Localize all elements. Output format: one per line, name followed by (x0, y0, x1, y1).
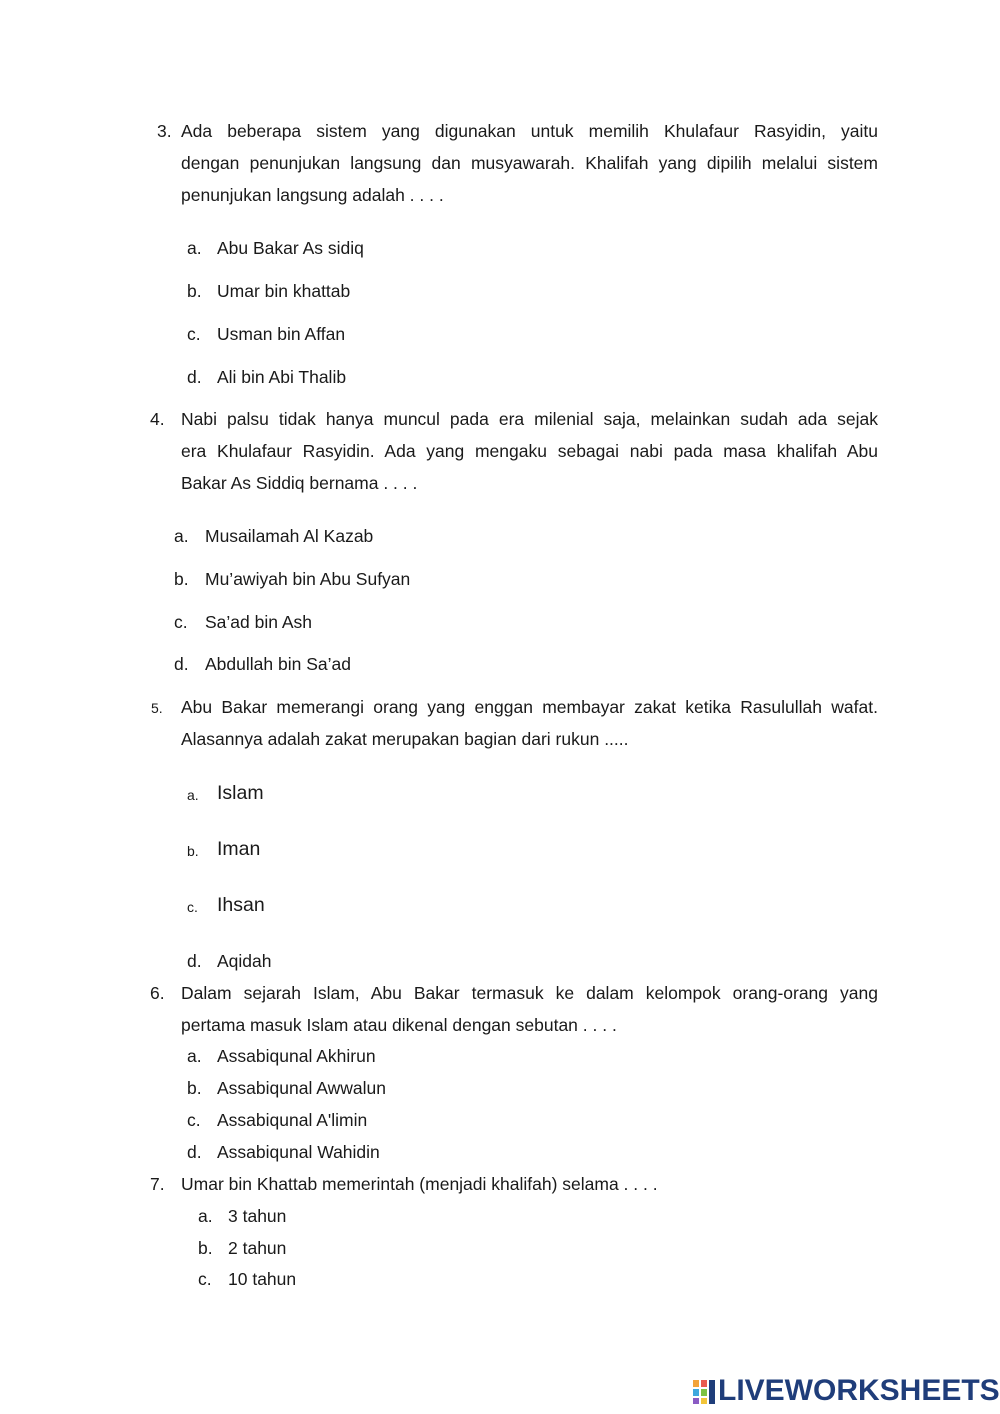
question-text-line: Umar bin Khattab memerintah (menjadi khalifah) selama . . . . (181, 1174, 658, 1194)
question-text-line: dengan penunjukan langsung dan musyawarah. Khalifah yang dipilih melalui sistem (181, 153, 878, 173)
option-text[interactable]: 2 tahun (228, 1238, 287, 1258)
liveworksheets-logo-icon (692, 1379, 716, 1405)
option-letter: b. (198, 1238, 213, 1258)
option-text[interactable]: Sa’ad bin Ash (205, 612, 313, 632)
question-number: 7. (150, 1174, 165, 1194)
option-letter: c. (198, 1269, 212, 1289)
question-text-line: penunjukan langsung adalah . . . . (181, 185, 444, 205)
option-text[interactable]: Mu’awiyah bin Abu Sufyan (205, 569, 411, 589)
option-letter: b. (187, 1078, 202, 1098)
question-text-line: Nabi palsu tidak hanya muncul pada era milenial saja, melainkan sudah ada sejak (181, 409, 878, 429)
option-letter: a. (187, 238, 202, 258)
option-text[interactable]: Islam (217, 782, 264, 804)
question-text-line: Bakar As Siddiq bernama . . . . (181, 473, 418, 493)
question-text-line: Dalam sejarah Islam, Abu Bakar termasuk ke dalam kelompok orang-orang yang (181, 983, 878, 1003)
option-text[interactable]: Assabiqunal Akhirun (217, 1046, 376, 1066)
option-letter: c. (187, 324, 201, 344)
option-text[interactable]: Aqidah (217, 951, 272, 971)
option-letter: d. (174, 654, 189, 674)
option-letter: c. (187, 899, 198, 915)
question-number: 4. (150, 409, 165, 429)
liveworksheets-logo-text: LIVEWORKSHEETS (718, 1374, 1000, 1407)
option-text[interactable]: Ali bin Abi Thalib (217, 367, 347, 387)
question-text-line: Abu Bakar memerangi orang yang enggan membayar zakat ketika Rasulullah wafat. (181, 697, 878, 717)
option-letter: c. (174, 612, 188, 632)
option-letter: b. (174, 569, 189, 589)
option-text[interactable]: Assabiqunal A'limin (217, 1110, 368, 1130)
option-text[interactable]: Umar bin khattab (217, 281, 351, 301)
option-letter: d. (187, 951, 202, 971)
option-letter: a. (174, 526, 189, 546)
question-text-line: pertama masuk Islam atau dikenal dengan sebutan . . . . (181, 1015, 617, 1035)
option-text[interactable]: 10 tahun (228, 1269, 297, 1289)
option-text[interactable]: Abu Bakar As sidiq (217, 238, 364, 258)
option-text[interactable]: Assabiqunal Wahidin (217, 1142, 380, 1162)
option-text[interactable]: Abdullah bin Sa’ad (205, 654, 351, 674)
option-letter: a. (187, 1046, 202, 1066)
option-text[interactable]: Ihsan (217, 894, 265, 916)
option-text[interactable]: Usman bin Affan (217, 324, 346, 344)
question-number: 5. (151, 700, 163, 716)
question-number: 6. (150, 983, 165, 1003)
option-text[interactable]: 3 tahun (228, 1206, 287, 1226)
option-letter: d. (187, 367, 202, 387)
option-text[interactable]: Assabiqunal Awwalun (217, 1078, 386, 1098)
question-text-line: era Khulafaur Rasyidin. Ada yang mengaku sebagai nabi pada masa khalifah Abu (181, 441, 878, 461)
option-text[interactable]: Iman (217, 838, 261, 860)
question-text-line: Ada beberapa sistem yang digunakan untuk memilih Khulafaur Rasyidin, yaitu (181, 121, 878, 141)
option-letter: a. (198, 1206, 213, 1226)
option-text[interactable]: Musailamah Al Kazab (205, 526, 374, 546)
option-letter: a. (187, 787, 199, 803)
question-number: 3. (157, 121, 172, 141)
question-text-line: Alasannya adalah zakat merupakan bagian dari rukun ..... (181, 729, 629, 749)
option-letter: d. (187, 1142, 202, 1162)
option-letter: b. (187, 281, 202, 301)
liveworksheets-logo (692, 1374, 1000, 1408)
option-letter: b. (187, 843, 199, 859)
option-letter: c. (187, 1110, 201, 1130)
